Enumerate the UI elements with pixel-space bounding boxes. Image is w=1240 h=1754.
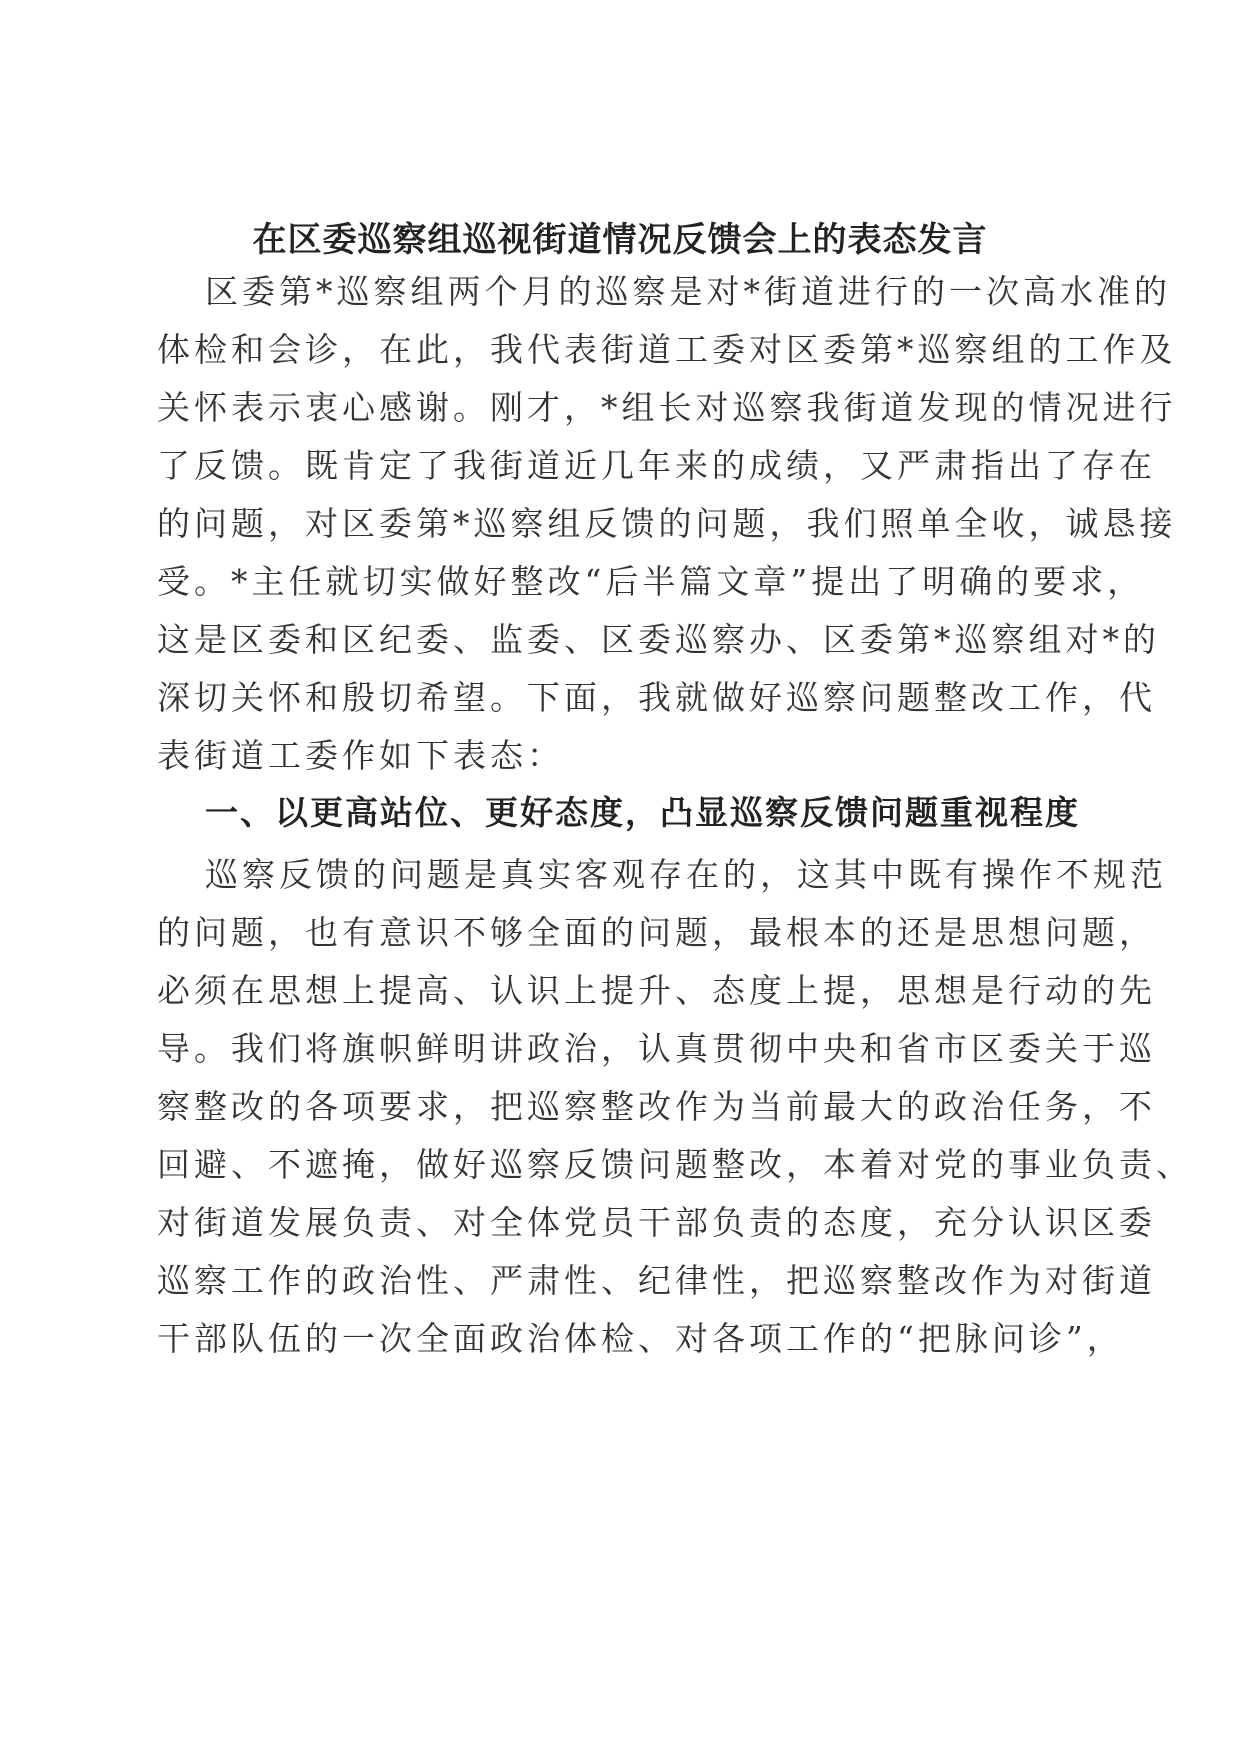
- paragraph-line: 深切关怀和殷切希望。下面，我就做好巡察问题整改工作，代: [157, 678, 1156, 717]
- paragraph-line: 的问题，也有意识不够全面的问题，最根本的还是思想问题，: [157, 913, 1156, 952]
- paragraph-line: 区委第*巡察组两个月的巡察是对*街道进行的一次高水准的: [205, 272, 1171, 311]
- paragraph-line: 巡察反馈的问题是真实客观存在的，这其中既有操作不规范: [205, 855, 1167, 894]
- paragraph-line: 关怀表示衷心感谢。刚才，*组长对巡察我街道发现的情况进行: [157, 388, 1177, 427]
- paragraph-line: 回避、不遮掩，做好巡察反馈问题整改，本着对党的事业负责、: [157, 1145, 1193, 1184]
- paragraph-line: 的问题，对区委第*巡察组反馈的问题，我们照单全收，诚恳接: [157, 504, 1177, 543]
- paragraph-line: 干部队伍的一次全面政治体检、对各项工作的“把脉问诊”，: [157, 1319, 1124, 1358]
- paragraph-line: 体检和会诊，在此，我代表街道工委对区委第*巡察组的工作及: [157, 330, 1177, 369]
- paragraph-line: 受。*主任就切实做好整改“后半篇文章”提出了明确的要求，: [157, 562, 1145, 601]
- paragraph-line: 了反馈。既肯定了我街道近几年来的成绩，又严肃指出了存在: [157, 446, 1156, 485]
- paragraph-line: 必须在思想上提高、认识上提升、态度上提，思想是行动的先: [157, 971, 1156, 1010]
- paragraph-line: 巡察工作的政治性、严肃性、纪律性，把巡察整改作为对街道: [157, 1261, 1156, 1300]
- paragraph-line: 表街道工委作如下表态：: [157, 736, 564, 775]
- section-heading: 一、以更高站位、更好态度，凸显巡察反馈问题重视程度: [205, 793, 1080, 832]
- paragraph-line: 察整改的各项要求，把巡察整改作为当前最大的政治任务，不: [157, 1087, 1156, 1126]
- paragraph-line: 对街道发展负责、对全体党员干部负责的态度，充分认识区委: [157, 1203, 1156, 1242]
- paragraph-line: 这是区委和区纪委、监委、区委巡察办、区委第*巡察组对*的: [157, 620, 1160, 659]
- paragraph-line: 导。我们将旗帜鲜明讲政治，认真贯彻中央和省市区委关于巡: [157, 1029, 1156, 1068]
- document-title: 在区委巡察组巡视街道情况反馈会上的表态发言: [252, 220, 988, 260]
